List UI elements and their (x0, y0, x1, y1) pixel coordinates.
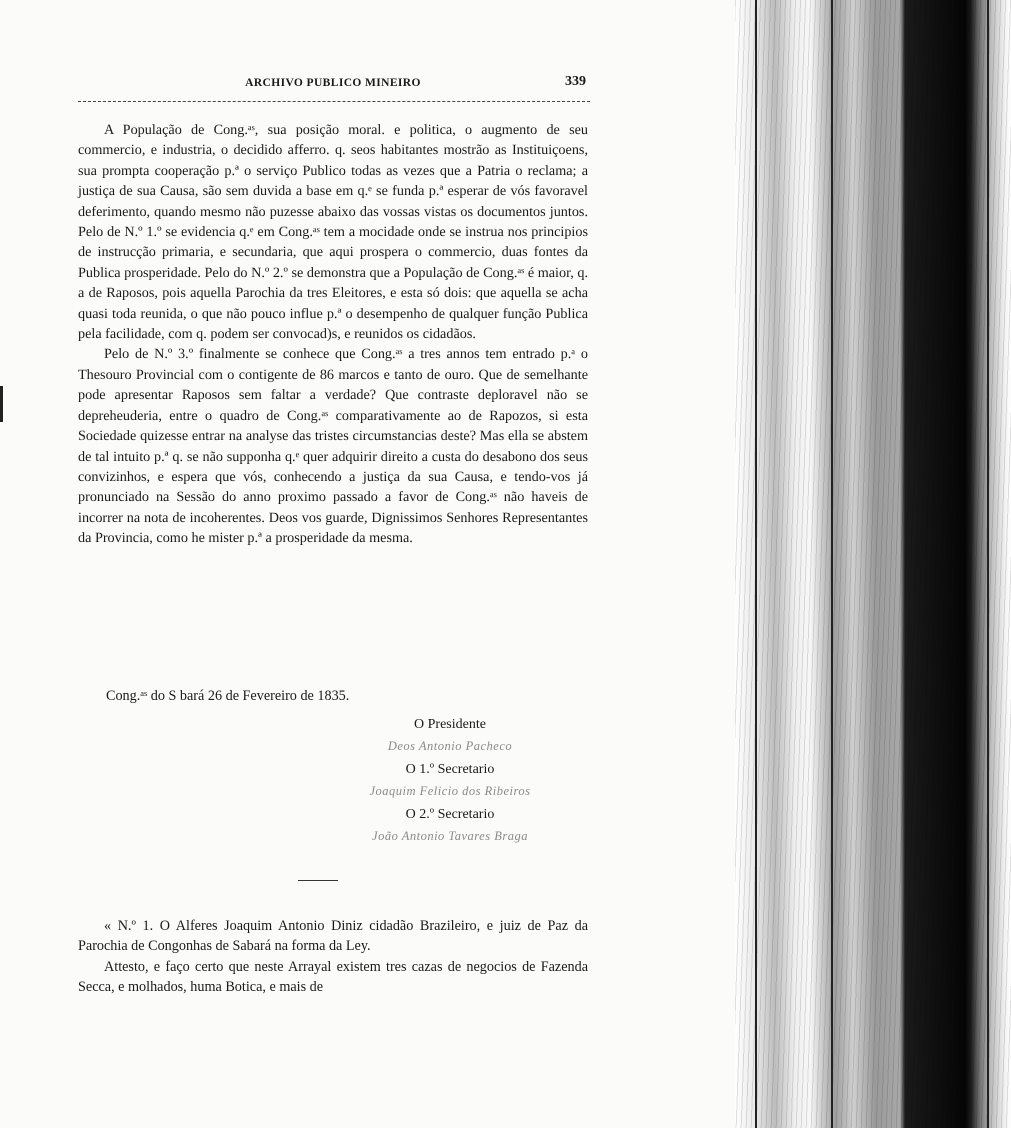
binding-line (755, 0, 757, 1128)
binding-line (831, 0, 833, 1128)
dateline: Cong.ᵃˢ do S bará 26 de Fevereiro de 1835. (106, 688, 350, 704)
running-title: ARCHIVO PUBLICO MINEIRO (245, 77, 421, 89)
header-rule (78, 101, 590, 102)
document-text (78, 916, 588, 998)
signature-name-second-secretary: João Antonio Tavares Braga (372, 829, 528, 843)
book-binding-edge (735, 0, 1011, 1128)
petition-paragraph-2: Pelo de N.º 3.º finalmente se conhece que Cong.ᵃˢ a tres annos tem entrado p.ᵃ o Thesouro Provincial com o contigente de 86 marcos e tanto de ouro. Que de semelhante pode apresentar Raposos sem faltar a verdade? Que contraste deploravel não se depreheuderia, entre o quadro de Cong.ᵃˢ comparativamente ao de Rapozos, si esta Sociedade quizesse entrar na analyse das tristes circumstancias deste? Mas ella se abstem de tal intuito p.ª q. se não supponha q.ᵉ quer adquirir direito a custa do desabono dos seus convizinhos, e espera que vós, conhecendo a justiça da sua Causa, e tendo-vos já pronunciado na Sessão do anno proximo passado a favor de Cong.ᵃˢ não haveis de incorrer na nota de incoherentes. Deos vos guarde, Dignissimos Senhores Representantes da Provincia, como he mister p.ª a prosperidade da mesma. (78, 346, 588, 547)
signature-title-president: O Presidente (414, 717, 486, 732)
petition-text (78, 120, 588, 549)
signature-name-first-secretary: Joaquim Felicio dos Ribeiros (369, 784, 531, 798)
document-paragraph-2: Attesto, e faço certo que neste Arrayal existem tres cazas de negocios de Fazenda Secca, e molhados, huma Botica, e mais de (78, 958, 588, 996)
signature-title-first-secretary: O 1.º Secretario (405, 762, 495, 777)
page-number: 339 (565, 74, 586, 89)
section-divider (298, 880, 338, 881)
page-edge-mark (0, 386, 3, 422)
binding-line (987, 0, 989, 1128)
document-paragraph-1: « N.º 1. O Alferes Joaquim Antonio Diniz cidadão Brazileiro, e juiz de Paz da Parochia de Congonhas de Sabará na forma da Ley. (78, 918, 588, 955)
signature-name-president: Deos Antonio Pacheco (387, 739, 513, 753)
signature-title-second-secretary: O 2.º Secretario (405, 807, 495, 822)
page-header (78, 74, 588, 96)
petition-paragraph-1: A População de Cong.ᵃˢ, sua posição moral. e politica, o augmento de seu commercio, e industria, o decidido afferro. q. seos habitantes mostrão as Instituiçoens, sua prompta cooperação p.ª o serviço Publico todas as vezes que a Patria o reclama; a justiça de sua Causa, são sem duvida a base em q.ᵉ se funda p.ª esperar de vós favoravel deferimento, quando mesmo não puzesse abaixo das vossas vistas os documentos juntos. Pelo de N.º 1.º se evidencia q.ᵉ em Cong.ᵃˢ tem a mocidade onde se instrua nos principios de instrucção primaria, e secundaria, que aqui prospera o commercio, duas fontes da Publica prosperidade. Pelo do N.º 2.º se demonstra que a População de Cong.ᵃˢ é maior, q. a de Raposos, pois aquella Parochia da tres Eleitores, e esta só dois: que aquella se acha quasi toda reunida, o que não pouco influe p.ª o desempenho de qualquer função Publica pela facilidade, com q. podem ser convocad)s, e reunidos os cidadãos. (78, 122, 588, 343)
